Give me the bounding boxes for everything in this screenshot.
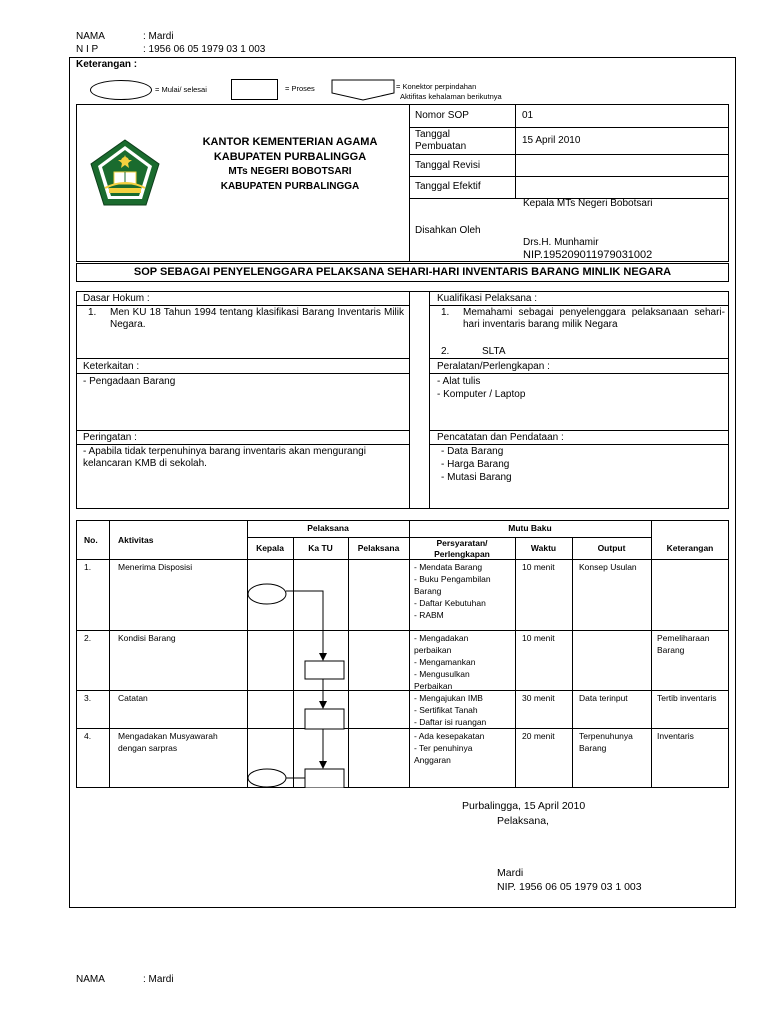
peralatan-label: Peralatan/Perlengkapan : [437, 361, 550, 372]
legend-process: = Proses [285, 84, 315, 93]
flow-process-2 [305, 709, 344, 729]
row-3-req-3: - Daftar isi ruangan [414, 717, 487, 727]
row-2-no: 2. [84, 633, 92, 643]
signature-role: Pelaksana, [497, 815, 549, 827]
kualifikasi-1-text: Memahami sebagai penyelenggara pelaksanaan sehari-hari inventaris barang milik Negara [463, 307, 725, 330]
office-line-3: MTs NEGERI BOBOTSARI [228, 166, 352, 177]
header-mutu-baku: Mutu Baku [508, 523, 552, 533]
disahkan-oleh-label: Disahkan Oleh [415, 225, 481, 236]
row-4-req-1: - Ada kesepakatan [414, 731, 485, 741]
row-3-req-2: - Sertifikat Tanah [414, 705, 478, 715]
tanggal-pembuatan-value: 15 April 2010 [522, 135, 581, 146]
nip-value: : 1956 06 05 1979 03 1 003 [143, 44, 266, 55]
header-waktu: Waktu [530, 543, 557, 553]
legend-title: Keterangan : [76, 59, 138, 70]
keterkaitan-text: - Pengadaan Barang [83, 376, 176, 387]
row-4-waktu: 20 menit [522, 731, 555, 741]
pencatatan-item-2: - Harga Barang [441, 459, 510, 470]
dasar-hukum-label: Dasar Hokum : [83, 293, 150, 304]
row-2-req-1: - Mengadakan perbaikan [414, 633, 469, 655]
nip-label: N I P [76, 44, 99, 55]
header-aktivitas: Aktivitas [118, 535, 154, 545]
header-persyaratan-1: Persyaratan/ [436, 538, 488, 548]
tanggal-pembuatan-label-2: Pembuatan [415, 141, 467, 152]
process-shape-icon [231, 79, 278, 100]
row-3-no: 3. [84, 693, 92, 703]
header-katu: Ka TU [308, 543, 333, 553]
flow-process-1 [305, 661, 344, 679]
row-4-no: 4. [84, 731, 92, 741]
row-4-req-2: - Ter penuhinya Anggaran [414, 743, 473, 765]
pencatatan-item-3: - Mutasi Barang [441, 472, 512, 483]
kemenag-logo-icon [89, 138, 161, 208]
flow-end-shape [248, 769, 286, 787]
signature-name: Mardi [497, 867, 524, 879]
flow-start-shape [248, 584, 286, 604]
office-line-4: KABUPATEN PURBALINGGA [220, 181, 360, 192]
row-1-aktivitas: Menerima Disposisi [118, 562, 193, 572]
pencatatan-label: Pencatatan dan Pendataan : [437, 432, 564, 443]
dasar-hukum-text: Men KU 18 Tahun 1994 tentang klasifikasi Barang Inventaris Milik Negara. [110, 307, 404, 330]
header-pelaksana-2: Pelaksana [357, 543, 400, 553]
start-end-shape-icon [90, 80, 152, 100]
row-2-waktu: 10 menit [522, 633, 555, 643]
header-no: No. [84, 535, 98, 545]
header-persyaratan-2: Perlengkapan [434, 549, 490, 559]
header-pelaksana: Pelaksana [307, 523, 349, 533]
row-1-req-1: - Mendata Barang [414, 562, 483, 572]
row-2-req-3: - Mengusulkan Perbaikan [414, 669, 470, 691]
nomor-sop-value: 01 [522, 110, 534, 121]
nama-value: : Mardi [143, 31, 174, 42]
signature-place-date: Purbalingga, 15 April 2010 [462, 800, 586, 812]
legend-connector: = Konektor perpindahan [396, 82, 477, 91]
keterkaitan-label: Keterkaitan : [83, 361, 140, 372]
kualifikasi-label: Kualifikasi Pelaksana : [437, 293, 538, 304]
disahkan-jabatan: Kepala MTs Negeri Bobotsari [523, 198, 653, 209]
peringatan-text: - Apabila tidak terpenuhinya barang inventaris akan mengurangi kelancaran KMB di sekolah. [83, 446, 366, 469]
row-1-req-3: - Daftar Kebutuhan [414, 598, 486, 608]
sop-title: SOP SEBAGAI PENYELENGGARA PELAKSANA SEHARI-HARI INVENTARIS BARANG MINLIK NEGARA [76, 263, 729, 282]
office-line-2: KABUPATEN PURBALINGGA [213, 151, 367, 163]
row-4-aktivitas: Mengadakan Musyawarah dengan sarpras [118, 731, 218, 753]
peralatan-item-1: - Alat tulis [437, 376, 481, 387]
flowchart [247, 559, 409, 788]
row-3-waktu: 30 menit [522, 693, 555, 703]
row-3-keterangan: Tertib inventaris [657, 693, 717, 703]
footer-nama-value: : Mardi [143, 974, 174, 985]
disahkan-nip: NIP.195209011979031002 [523, 249, 653, 261]
kualifikasi-1-no: 1. [441, 307, 450, 318]
nomor-sop-label: Nomor SOP [415, 110, 469, 121]
row-1-output: Konsep Usulan [579, 562, 637, 572]
row-1-waktu: 10 menit [522, 562, 555, 572]
row-3-output: Data terinput [579, 693, 628, 703]
peralatan-item-2: - Komputer / Laptop [437, 389, 526, 400]
kualifikasi-2-no: 2. [441, 346, 450, 357]
row-2-keterangan: Pemeliharaan Barang [657, 633, 710, 655]
kualifikasi-2-text: SLTA [482, 346, 506, 357]
row-1-no: 1. [84, 562, 92, 572]
tanggal-pembuatan-label-1: Tanggal [415, 129, 451, 140]
disahkan-nama: Drs.H. Munhamir [523, 237, 599, 248]
legend-connector-2: Aktifitas kehalaman berikutnya [400, 92, 502, 101]
footer-nama-label: NAMA [76, 974, 105, 985]
office-line-1: KANTOR KEMENTERIAN AGAMA [202, 136, 378, 148]
peringatan-label: Peringatan : [83, 432, 137, 443]
nama-label: NAMA [76, 31, 105, 42]
row-1-req-2: - Buku Pengambilan Barang [414, 574, 491, 596]
row-2-aktivitas: Kondisi Barang [118, 633, 176, 643]
tanggal-efektif-label: Tanggal Efektif [415, 181, 481, 192]
tanggal-revisi-label: Tanggal Revisi [415, 160, 481, 171]
connector-shape-icon [331, 79, 395, 101]
header-output: Output [597, 543, 626, 553]
flow-process-3 [305, 769, 344, 788]
dasar-hukum-no: 1. [88, 307, 97, 318]
signature-nip: NIP. 1956 06 05 1979 03 1 003 [497, 881, 642, 893]
header-kepala: Kepala [256, 543, 284, 553]
row-1-req-4: - RABM [414, 610, 444, 620]
header-keterangan: Keterangan [666, 543, 714, 553]
row-4-output: Terpenuhunya Barang [579, 731, 633, 753]
pencatatan-item-1: - Data Barang [441, 446, 504, 457]
row-3-aktivitas: Catatan [118, 693, 148, 703]
row-4-keterangan: Inventaris [657, 731, 694, 741]
legend-start-end: = Mulai/ selesai [155, 85, 207, 94]
row-2-req-2: - Mengamankan [414, 657, 476, 667]
row-3-req-1: - Mengajukan IMB [414, 693, 483, 703]
